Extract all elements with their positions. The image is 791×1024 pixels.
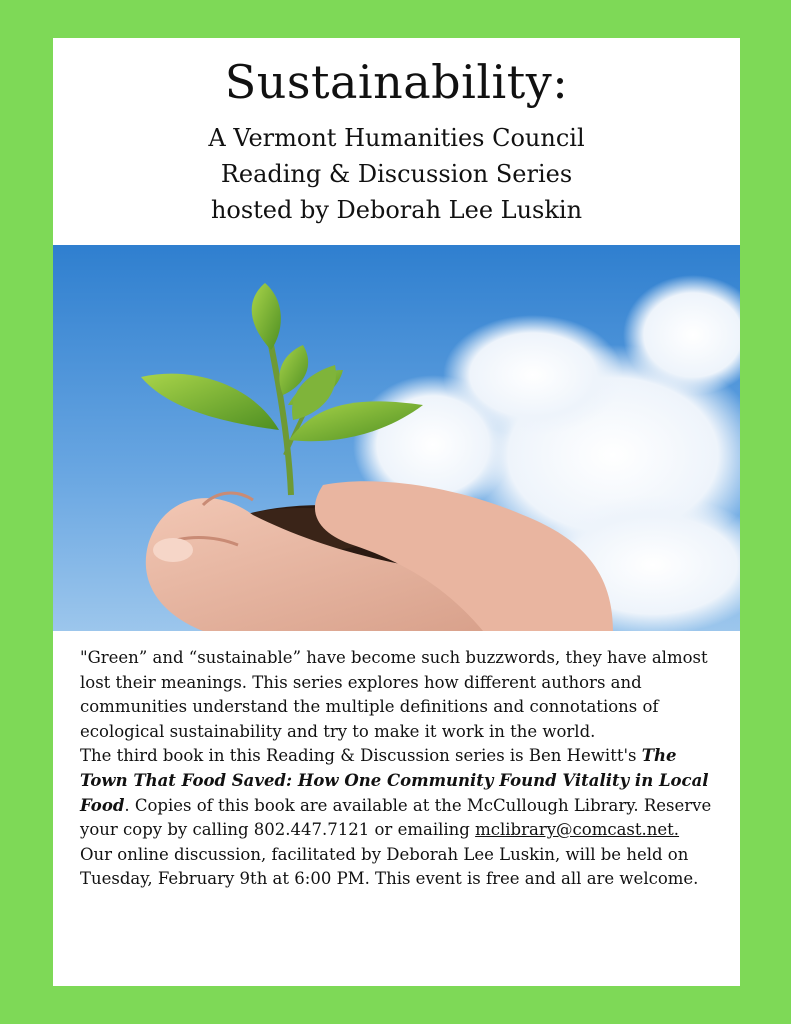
seedling-in-hands-photo xyxy=(53,245,740,631)
subtitle-host: hosted by Deborah Lee Luskin xyxy=(210,196,583,224)
flyer-title: Sustainability: xyxy=(224,55,569,109)
book-title: The Town That Food Saved: How One Community Found Vitality in Local Food xyxy=(80,746,709,815)
subtitle-council: A Vermont Humanities Council xyxy=(208,124,585,152)
description xyxy=(80,646,714,892)
email-link[interactable]: mclibrary@comcast.net. xyxy=(475,820,680,840)
book-paragraph xyxy=(80,744,714,892)
intro-paragraph: "Green” and “sustainable” have become such buzzwords, they have almost lost their meanings. This series explores how different authors and communities understand the multiple definitions and connotations of ecological sustainability and try to make it work in the world. xyxy=(80,648,708,741)
event-details-text: Our online discussion, facilitated by Deborah Lee Luskin, will be held on Tuesday, February 9th at 6:00 PM. This event is free and all are welcome. xyxy=(80,844,699,889)
book-availability-text: . Copies of this book are available at the McCullough Library. Reserve your copy by calling 802.447.7121 or emailing xyxy=(80,795,712,840)
subtitle-series: Reading & Discussion Series xyxy=(220,160,573,188)
book-intro-text: The third book in this Reading & Discussion series is Ben Hewitt's xyxy=(80,746,642,766)
flyer-page xyxy=(53,38,740,986)
